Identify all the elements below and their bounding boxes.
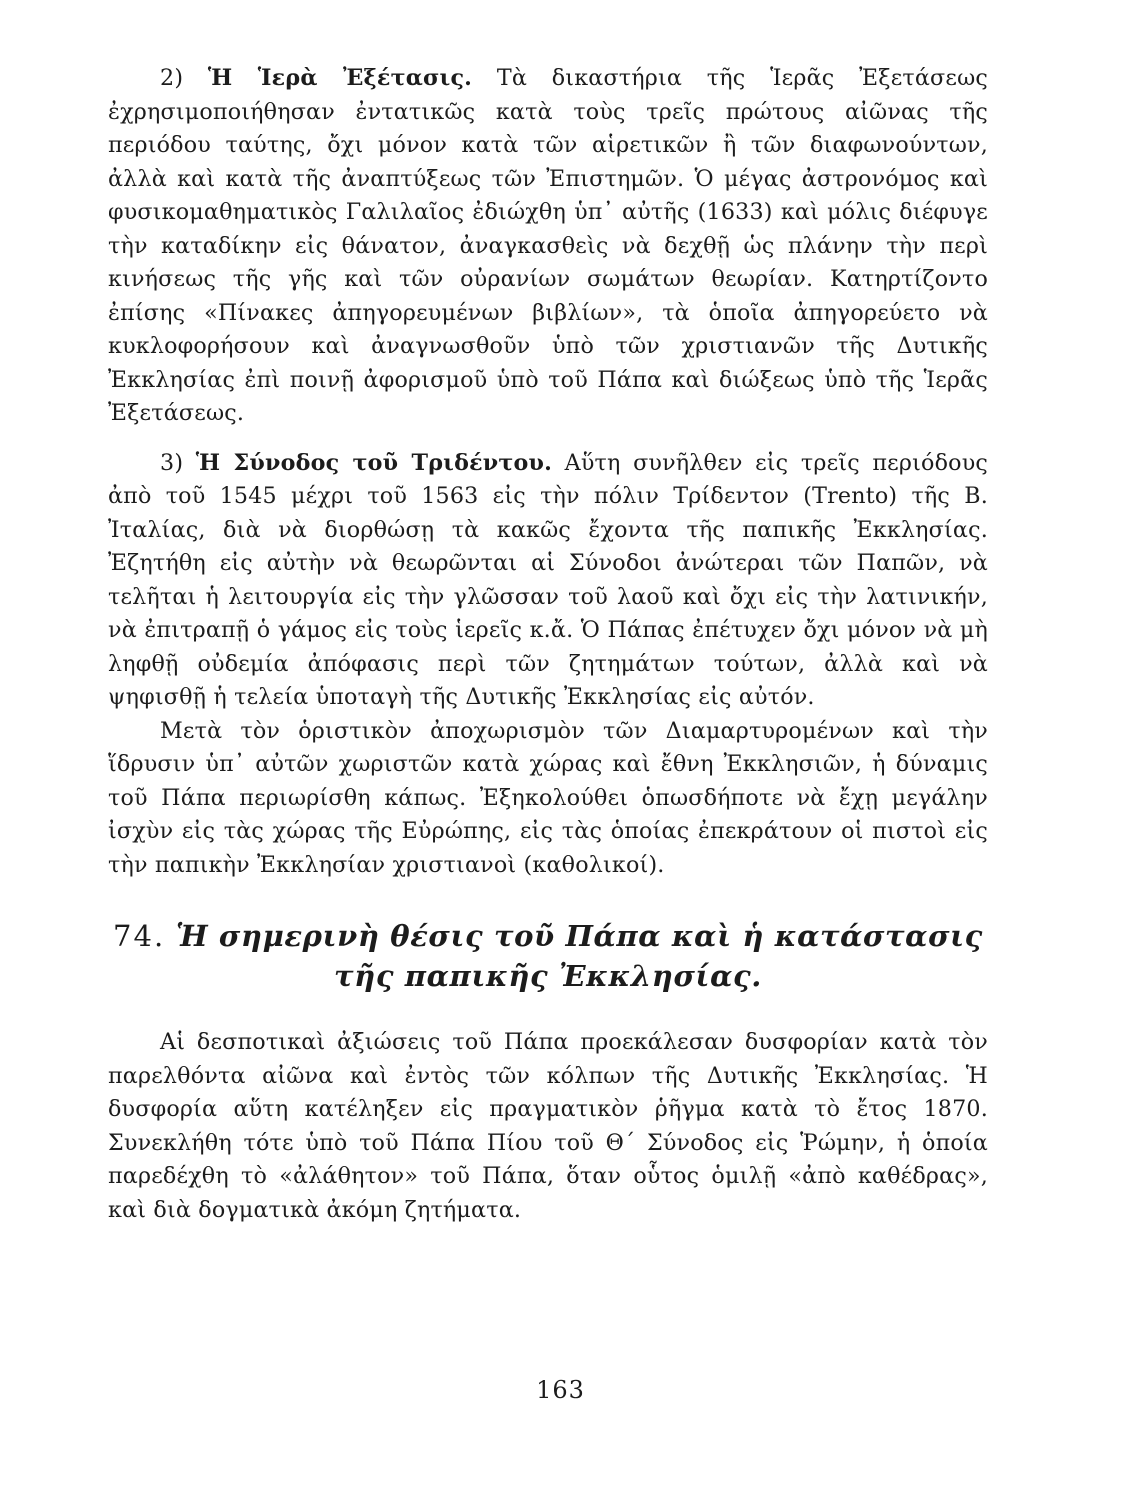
page-body: [108, 62, 988, 1227]
page-number: 163: [536, 1376, 585, 1404]
section-2-body: Τὰ δικαστήρια τῆς Ἱερᾶς Ἐξετάσεως ἐχρησιμοποιήθησαν ἐντατικῶς κατὰ τοὺς τρεῖς πρώτους αἰῶνας τῆς περιόδου ταύτης, ὄχι μόνον κατὰ τῶν αἱρετικῶν ἢ τῶν διαφωνούντων, ἀλλὰ καὶ κατὰ τῆς ἀναπτύξεως τῶν Ἐπιστημῶν. Ὁ μέγας ἀστρονόμος καὶ φυσικομαθηματικὸς Γαλιλαῖος ἐδιώχθη ὑπ᾽ αὐτῆς (1633) καὶ μόλις διέφυγε τὴν καταδίκην εἰς θάνατον, ἀναγκασθεὶς νὰ δεχθῇ ὡς πλάνην τὴν περὶ κινήσεως τῆς γῆς καὶ τῶν οὐρανίων σωμάτων θεωρίαν. Κατηρτίζοντο ἐπίσης «Πίνακες ἀπηγορευμένων βιβλίων», τὰ ὁποῖα ἀπηγορεύετο νὰ κυκλοφορήσουν καὶ ἀναγνωσθοῦν ὑπὸ τῶν χριστιανῶν τῆς Δυτικῆς Ἐκκλησίας ἐπὶ ποινῇ ἀφορισμοῦ ὑπὸ τοῦ Πάπα καὶ διώξεως ὑπὸ τῆς Ἱερᾶς Ἐξετάσεως.: [108, 65, 989, 426]
section-2-paragraph: [108, 62, 988, 431]
section-3-label: 3): [160, 449, 196, 476]
section-2-title: Ἡ Ἱερὰ Ἐξέτασις.: [207, 65, 473, 91]
section-3-title: Ἡ Σύνοδος τοῦ Τριδέντου.: [195, 449, 553, 476]
chapter-title-line-1: Ἡ σημερινὴ θέσις τοῦ Πάπα καὶ ἡ κατάστασις: [175, 919, 983, 953]
post-council-paragraph: Μετὰ τὸν ὁριστικὸν ἀποχωρισμὸν τῶν Διαμαρτυρομένων καὶ τὴν ἵδρυσιν ὑπ᾽ αὐτῶν χωριστῶν κατὰ χώρας καὶ ἔθνη Ἐκκλησιῶν, ἡ δύναμις τοῦ Πάπα περιωρίσθη κάπως. Ἐξηκολούθει ὁπωσδήποτε νὰ ἔχῃ μεγάλην ἰσχὺν εἰς τὰς χώρας τῆς Εὐρώπης, εἰς τὰς ὁποίας ἐπεκράτουν οἱ πιστοὶ εἰς τὴν παπικὴν Ἐκκλησίαν χριστιανοὶ (καθολικοί).: [108, 717, 988, 878]
chapter-title-line-2: τῆς παπικῆς Ἐκκλησίας.: [334, 959, 762, 993]
chapter-heading: [108, 916, 988, 996]
section-2-label: 2): [160, 65, 208, 91]
chapter-paragraph: Αἱ δεσποτικαὶ ἀξιώσεις τοῦ Πάπα προεκάλεσαν δυσφορίαν κατὰ τὸν παρελθόντα αἰῶνα καὶ ἐντὸς τῶν κόλπων τῆς Δυτικῆς Ἐκκλησίας. Ἡ δυσφορία αὕτη κατέληξεν εἰς πραγματικὸν ῥῆγμα κατὰ τὸ ἔτος 1870. Συνεκλήθη τότε ὑπὸ τοῦ Πάπα Πίου τοῦ Θ΄ Σύνοδος εἰς Ῥώμην, ἡ ὁποία παρεδέχθη τὸ «ἀλάθητον» τοῦ Πάπα, ὅταν οὗτος ὁμιλῇ «ἀπὸ καθέδρας», καὶ διὰ δογματικὰ ἀκόμη ζητήματα.: [108, 1029, 988, 1223]
chapter-number: 74.: [113, 919, 166, 953]
section-3-body: Αὕτη συνῆλθεν εἰς τρεῖς περιόδους ἀπὸ τοῦ 1545 μέχρι τοῦ 1563 εἰς τὴν πόλιν Τρίδεντον (Trento) τῆς Β. Ἰταλίας, διὰ νὰ διορθώσῃ τὰ κακῶς ἔχοντα τῆς παπικῆς Ἐκκλησίας. Ἐζητήθη εἰς αὐτὴν νὰ θεωρῶνται αἱ Σύνοδοι ἀνώτεραι τῶν Παπῶν, νὰ τελῆται ἡ λειτουργία εἰς τὴν γλῶσσαν τοῦ λαοῦ καὶ ὄχι εἰς τὴν λατινικήν, νὰ ἐπιτραπῇ ὁ γάμος εἰς τοὺς ἱερεῖς κ.ἄ. Ὁ Πάπας ἐπέτυχεν ὄχι μόνον νὰ μὴ ληφθῇ οὐδεμία ἀπόφασις περὶ τῶν ζητημάτων τούτων, ἀλλὰ καὶ νὰ ψηφισθῇ ἡ τελεία ὑποταγὴ τῆς Δυτικῆς Ἐκκλησίας εἰς αὐτόν.: [108, 449, 989, 710]
section-3-paragraph: [108, 447, 988, 715]
chapter-heading-line-1: [108, 916, 988, 956]
